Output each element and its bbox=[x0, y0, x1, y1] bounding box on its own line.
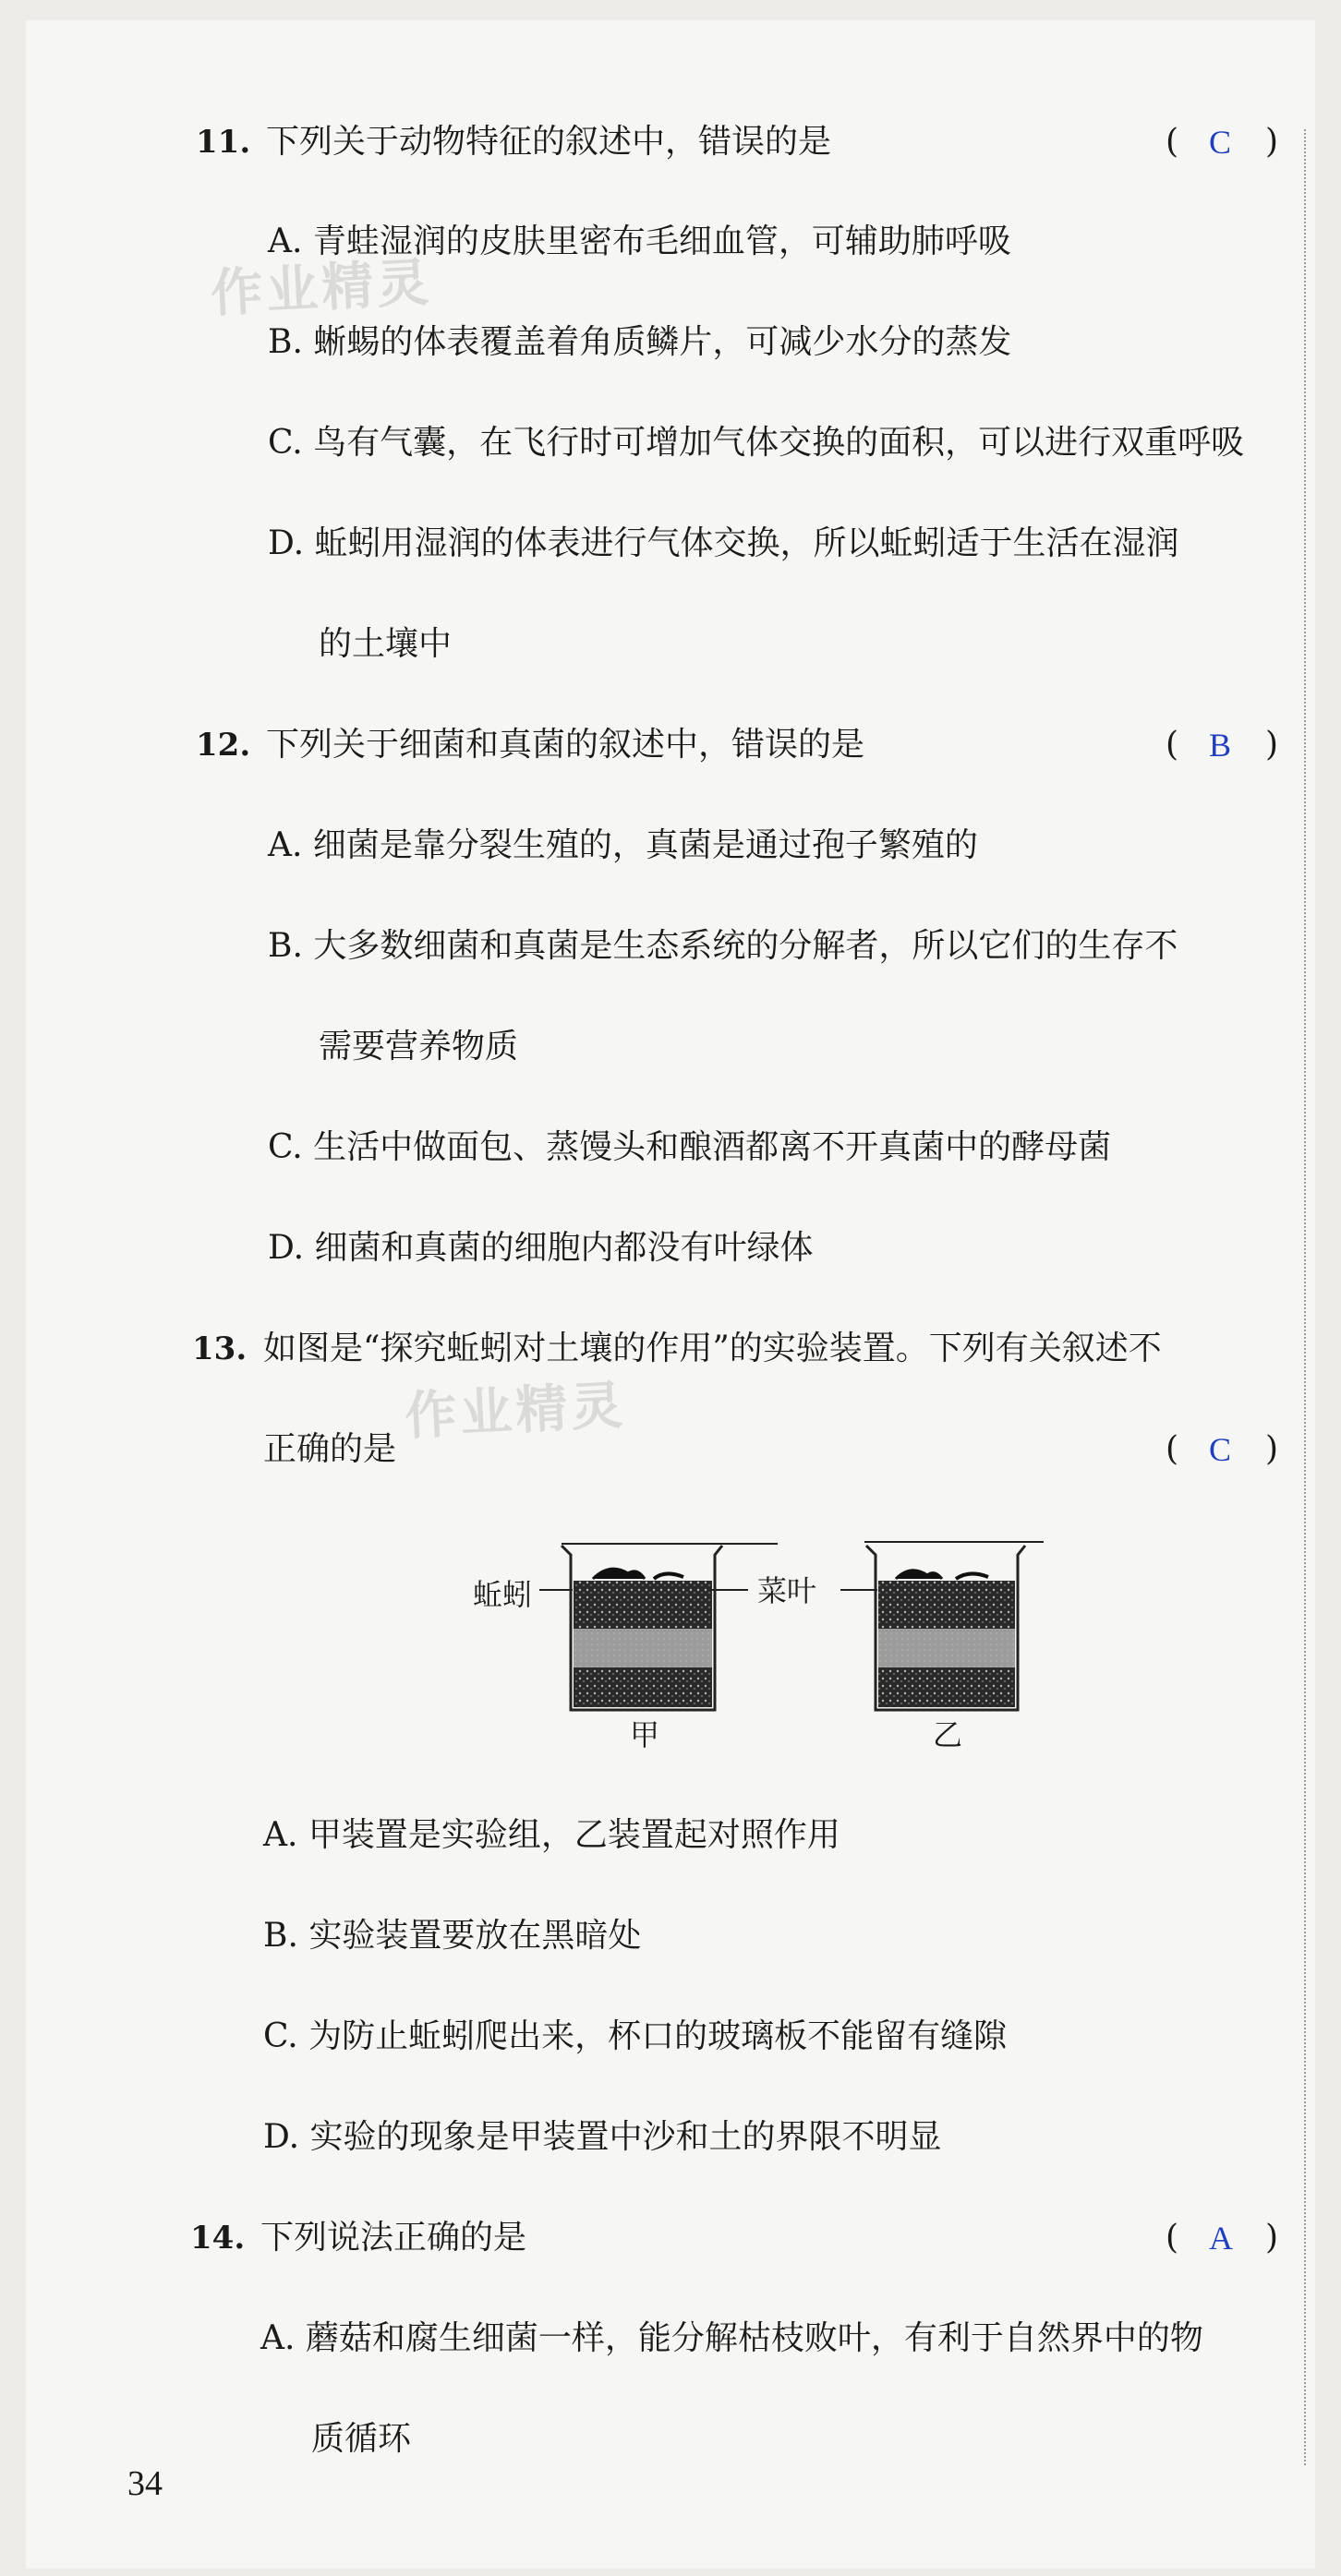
question-number: 12. bbox=[196, 727, 251, 764]
question-stem: 如图是“探究蚯蚓对土壤的作用”的实验装置。下列有关叙述不 bbox=[263, 1330, 1162, 1367]
page-sheet bbox=[26, 20, 1315, 2569]
option: C. 为防止蚯蚓爬出来，杯口的玻璃板不能留有缝隙 bbox=[263, 2017, 1008, 2055]
question-stem-continuation: 正确的是 bbox=[263, 1430, 397, 1468]
option: B. 大多数细菌和真菌是生态系统的分解者，所以它们的生存不 bbox=[268, 927, 1178, 965]
option: C. 生活中做面包、蒸馒头和酿酒都离不开真菌中的酵母菌 bbox=[268, 1128, 1112, 1166]
label-yi: 乙 bbox=[933, 1717, 963, 1752]
question-number: 11. bbox=[196, 124, 251, 161]
question-stem: 下列关于细菌和真菌的叙述中，错误的是 bbox=[266, 726, 865, 764]
option: A. 青蛙湿润的皮肤里密布毛细血管，可辅助肺呼吸 bbox=[268, 223, 1011, 260]
option-continuation: 的土壤中 bbox=[319, 625, 453, 663]
page-number: 34 bbox=[127, 2464, 163, 2503]
answer-letter: A bbox=[1209, 2220, 1233, 2257]
option-continuation: 需要营养物质 bbox=[319, 1028, 519, 1065]
question-13-row bbox=[0, 1321, 1341, 1377]
question-stem: 下列关于动物特征的叙述中，错误的是 bbox=[266, 123, 832, 161]
beaker-yi bbox=[864, 1542, 1044, 1710]
question-11-row: 11. 下列关于动物特征的叙述中，错误的是 ( C ) bbox=[0, 114, 1341, 170]
option: D. 蚯蚓用湿润的体表进行气体交换，所以蚯蚓适于生活在湿润 bbox=[268, 524, 1179, 562]
beaker-jia bbox=[562, 1544, 778, 1710]
option: A. 蘑菇和腐生细菌一样，能分解枯枝败叶，有利于自然界中的物 bbox=[260, 2319, 1203, 2357]
answer-letter: C bbox=[1209, 124, 1232, 161]
question-13-row-2: 正确的是 ( C ) bbox=[0, 1422, 1341, 1477]
option: A. 甲装置是实验组，乙装置起对照作用 bbox=[263, 1816, 840, 1854]
option: B. 蜥蜴的体表覆盖着角质鳞片，可减少水分的蒸发 bbox=[268, 323, 1012, 361]
watermark: 作业精灵 bbox=[403, 1375, 628, 1448]
label-jia: 甲 bbox=[630, 1717, 660, 1752]
question-12-row: 12. 下列关于细菌和真菌的叙述中，错误的是 ( B ) bbox=[0, 717, 1341, 773]
option: D. 实验的现象是甲装置中沙和土的界限不明显 bbox=[263, 2118, 942, 2156]
option: B. 实验装置要放在黑暗处 bbox=[263, 1917, 642, 1955]
question-14-row: 14. 下列说法正确的是 ( A ) bbox=[0, 2210, 1341, 2266]
watermark: 作业精灵 bbox=[209, 252, 434, 325]
option: A. 细菌是靠分裂生殖的，真菌是通过孢子繁殖的 bbox=[268, 826, 978, 864]
option: D. 细菌和真菌的细胞内都没有叶绿体 bbox=[268, 1229, 814, 1267]
question-number: 13. bbox=[192, 1330, 248, 1367]
answer-letter: B bbox=[1209, 727, 1232, 764]
margin-dotted-line bbox=[1304, 129, 1306, 2465]
label-vegetable-leaf: 菜叶 bbox=[757, 1573, 817, 1608]
question-number: 14. bbox=[190, 2220, 246, 2257]
option-continuation: 质循环 bbox=[311, 2420, 412, 2458]
label-earthworm: 蚯蚓 bbox=[473, 1577, 533, 1612]
question-stem: 下列说法正确的是 bbox=[260, 2219, 527, 2257]
option: C. 鸟有气囊，在飞行时可增加气体交换的面积，可以进行双重呼吸 bbox=[268, 424, 1245, 462]
answer-letter: C bbox=[1209, 1431, 1232, 1468]
experiment-figure bbox=[473, 1514, 1044, 1754]
